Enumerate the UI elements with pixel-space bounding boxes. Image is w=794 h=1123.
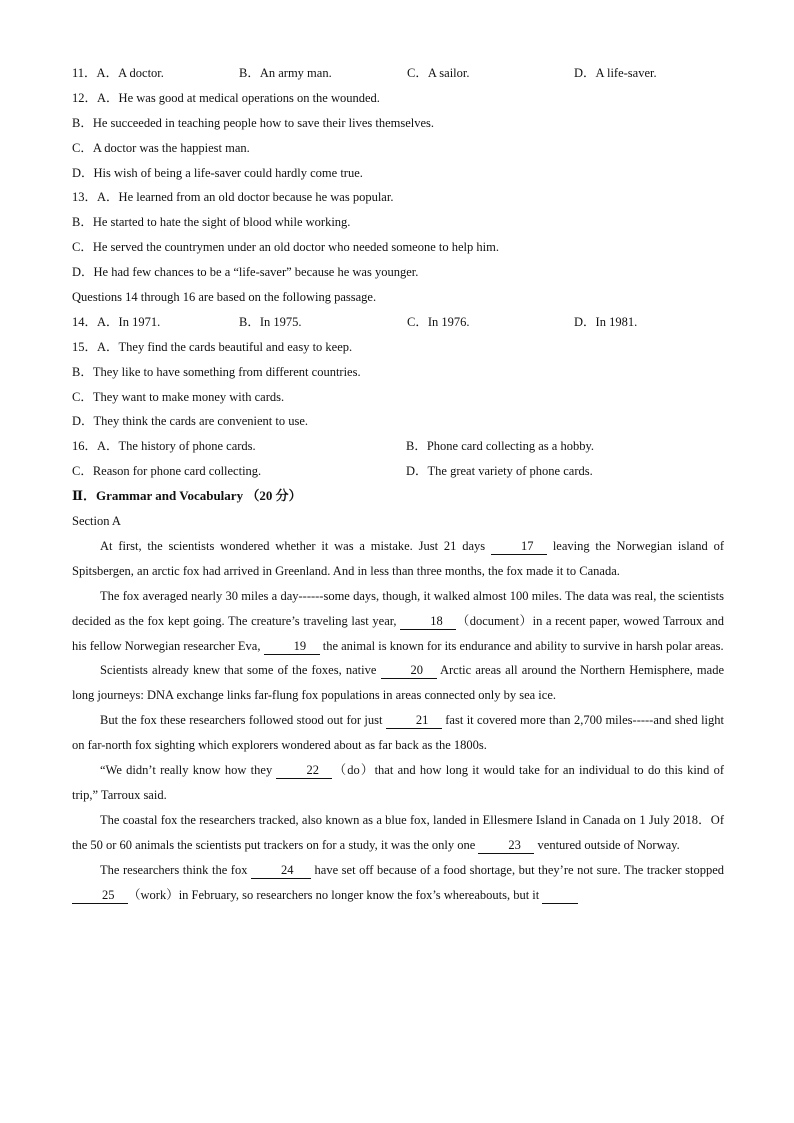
passage-paragraph-5: “We didn’t really know how they 22 （do）that and how long it would take for an individual to do this kind of trip,” Tarroux said. bbox=[72, 763, 724, 802]
option-a: A．In 1971. bbox=[97, 314, 161, 329]
blank-19[interactable]: 19 bbox=[264, 639, 320, 655]
option-d: D．His wish of being a life-saver could hardly come true. bbox=[72, 165, 363, 180]
option-d: D．The great variety of phone cards. bbox=[406, 464, 593, 479]
question-15 bbox=[72, 335, 724, 360]
question-number: 13． bbox=[72, 190, 98, 205]
passage-paragraph-4: But the fox these researchers followed stood out for just 21 fast it covered more than 2,700 miles-----and shed light on far-north fox sighting which explorers wondered about as far back as the 1800s. bbox=[72, 713, 725, 753]
blank-26[interactable] bbox=[542, 888, 577, 904]
question-number: 16． bbox=[72, 439, 98, 454]
question-14 bbox=[72, 310, 724, 335]
option-c: C．Reason for phone card collecting. bbox=[72, 464, 262, 479]
passage-intro: Questions 14 through 16 are based on the following passage. bbox=[72, 290, 377, 305]
passage-paragraph-1: At first, the scientists wondered whether it was a mistake. Just 21 days 17 leaving the Norwegian island of Spitsbergen, an arctic fox had arrived in Greenland. And in less than three months, the fox made it to Canada. bbox=[72, 538, 724, 578]
option-c: C．They want to make money with cards. bbox=[72, 389, 285, 404]
section-a-label: Section A bbox=[72, 514, 121, 529]
passage-paragraph-3: Scientists already knew that some of the foxes, native 20 Arctic areas all around the Northern Hemisphere, made long journeys: DNA exchange links far-flung fox populations in areas connected only by sea ice. bbox=[72, 663, 724, 703]
option-c: C．A doctor was the happiest man. bbox=[72, 140, 250, 155]
question-12 bbox=[72, 86, 724, 111]
option-b: B．They like to have something from different countries. bbox=[72, 364, 361, 379]
option-c: C．In 1976. bbox=[407, 314, 470, 329]
question-number: 14． bbox=[72, 314, 98, 329]
question-16-cd bbox=[72, 459, 724, 484]
question-number: 15． bbox=[72, 339, 98, 354]
question-11 bbox=[72, 61, 724, 86]
option-a: A．A doctor. bbox=[96, 66, 164, 80]
option-b: B．An army man. bbox=[239, 66, 332, 80]
option-c: C．He served the countrymen under an old doctor who needed someone to help him. bbox=[72, 240, 499, 255]
option-c: C．A sailor. bbox=[407, 66, 470, 80]
blank-23[interactable]: 23 bbox=[478, 838, 534, 854]
question-number: 11． bbox=[72, 66, 97, 80]
blank-24[interactable]: 24 bbox=[251, 863, 311, 879]
option-d: D．A life-saver. bbox=[574, 66, 657, 80]
exam-content bbox=[72, 61, 724, 908]
option-a: A．The history of phone cards. bbox=[97, 439, 256, 454]
option-d: D．He had few chances to be a “life-saver” because he was younger. bbox=[72, 265, 419, 280]
blank-17[interactable]: 17 bbox=[491, 539, 547, 555]
passage-paragraph-6: The coastal fox the researchers tracked, also known as a blue fox, landed in Ellesmere Island in Canada on 1 July 2018．Of the 50 or 60 animals the scientists put trackers on for a study, it was the only one 23 ventured outside of Norway. bbox=[72, 812, 724, 852]
option-a: A．They find the cards beautiful and easy to keep. bbox=[97, 339, 353, 354]
blank-25[interactable]: 25 bbox=[72, 888, 128, 904]
blank-21[interactable]: 21 bbox=[386, 713, 442, 729]
passage-paragraph-2: The fox averaged nearly 30 miles a day------some days, though, it walked almost 100 miles. The data was real, the scientists decided as the fox kept going. The creature’s traveling last year, 18 （document）in a recent paper, wowed Tarroux and his fellow Norwegian researcher Eva, 19 the animal is known for its endurance and ability to survive in harsh polar areas. bbox=[72, 588, 724, 653]
option-a: A．He was good at medical operations on the wounded. bbox=[97, 90, 380, 105]
question-13 bbox=[72, 185, 724, 210]
question-16 bbox=[72, 434, 724, 459]
option-b: B．He succeeded in teaching people how to save their lives themselves. bbox=[72, 115, 435, 130]
option-d: D．In 1981. bbox=[574, 314, 638, 329]
blank-20[interactable]: 20 bbox=[381, 663, 437, 679]
section-heading: Ⅱ．Grammar and Vocabulary （20 分） bbox=[72, 488, 302, 504]
passage-paragraph-7: The researchers think the fox 24 have set off because of a food shortage, but they’re not sure. The tracker stopped 25 （work）in February, so researchers no longer know the fox’s whereabouts, but it bbox=[72, 858, 724, 908]
option-b: B．He started to hate the sight of blood while working. bbox=[72, 215, 351, 230]
blank-22[interactable]: 22 bbox=[276, 763, 332, 779]
question-number: 12． bbox=[72, 90, 98, 105]
option-a: A．He learned from an old doctor because he was popular. bbox=[97, 190, 394, 205]
option-b: B．In 1975. bbox=[239, 314, 302, 329]
option-d: D．They think the cards are convenient to use. bbox=[72, 414, 309, 429]
option-b: B．Phone card collecting as a hobby. bbox=[406, 439, 595, 454]
blank-18[interactable]: 18 bbox=[400, 614, 456, 630]
